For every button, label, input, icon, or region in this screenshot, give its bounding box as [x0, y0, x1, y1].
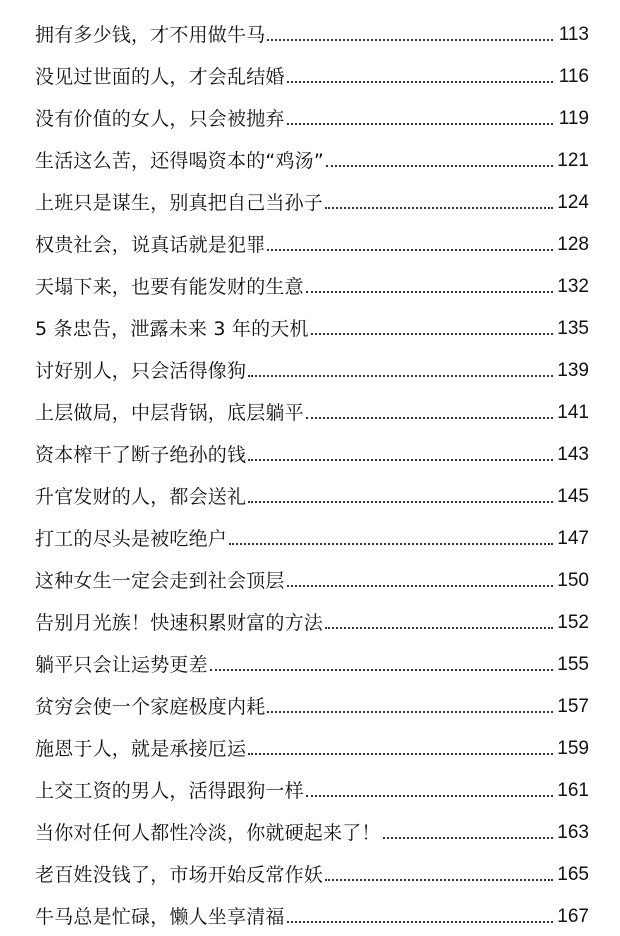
entry-title: 资本榨干了断子绝孙的钱 [35, 444, 247, 466]
entry-title: 5 条忠告，泄露未来 3 年的天机 [35, 318, 309, 340]
dot-leader [248, 375, 553, 377]
page-number: 157 [557, 696, 589, 717]
page-number: 116 [558, 66, 589, 87]
page-number: 119 [558, 108, 589, 129]
entry-title: 天塌下来，也要有能发财的生意 [35, 276, 304, 298]
entry-title: 拥有多少钱，才不用做牛马 [35, 24, 266, 46]
entry-title: 打工的尽头是被吃绝户 [35, 528, 228, 550]
toc-entry [35, 142, 589, 172]
entry-title: 施恩于人，就是承接厄运 [35, 738, 247, 760]
page-number: 128 [557, 234, 589, 255]
entry-title: 牛马总是忙碌，懒人坐享清福 [35, 906, 285, 928]
page-number: 145 [557, 486, 589, 507]
toc-entry [35, 814, 589, 844]
page-number: 113 [558, 24, 589, 45]
page-number: 165 [557, 864, 589, 885]
entry-title: 当你对任何人都性冷淡，你就硬起来了！ [35, 822, 381, 844]
dot-leader [306, 417, 553, 419]
page-number: 163 [557, 822, 589, 843]
page-number: 132 [557, 276, 589, 297]
entry-title: 老百姓没钱了，市场开始反常作妖 [35, 864, 324, 886]
toc-entry [35, 562, 589, 592]
dot-leader [287, 921, 553, 923]
entry-title: 告别月光族！快速积累财富的方法 [35, 612, 324, 634]
toc-entry [35, 16, 589, 46]
toc-entry [35, 184, 589, 214]
dot-leader [287, 585, 553, 587]
entry-title: 没有价值的女人，只会被抛弃 [35, 108, 285, 130]
dot-leader [248, 753, 553, 755]
page-number: 135 [557, 318, 589, 339]
dot-leader [267, 39, 553, 41]
toc-entry [35, 100, 589, 130]
toc-entry [35, 772, 589, 802]
dot-leader [210, 669, 553, 671]
entry-title: 上班只是谋生，别真把自己当孙子 [35, 192, 324, 214]
entry-title: 躺平只会让运势更差 [35, 654, 208, 676]
entry-title: 生活这么苦，还得喝资本的“鸡汤” [35, 150, 324, 172]
toc-entry [35, 856, 589, 886]
toc-entry [35, 226, 589, 256]
page-number: 167 [557, 906, 589, 927]
dot-leader [248, 501, 553, 503]
toc-entry [35, 520, 589, 550]
page-number: 139 [557, 360, 589, 381]
page-number: 161 [557, 780, 589, 801]
entry-title: 没见过世面的人，才会乱结婚 [35, 66, 285, 88]
dot-leader [326, 165, 553, 167]
dot-leader [267, 249, 553, 251]
entry-title: 贫穷会使一个家庭极度内耗 [35, 696, 266, 718]
dot-leader [383, 837, 553, 839]
page-number: 159 [557, 738, 589, 759]
toc-entry [35, 58, 589, 88]
dot-leader [306, 795, 553, 797]
dot-leader [229, 543, 553, 545]
dot-leader [306, 291, 553, 293]
entry-title: 上层做局，中层背锅，底层躺平 [35, 402, 304, 424]
toc-entry [35, 268, 589, 298]
page-number: 150 [557, 570, 589, 591]
page-number: 147 [557, 528, 589, 549]
page-number: 124 [557, 192, 589, 213]
dot-leader [248, 459, 553, 461]
toc-entry [35, 478, 589, 508]
toc-entry [35, 604, 589, 634]
dot-leader [325, 207, 553, 209]
toc-entry [35, 310, 589, 340]
toc-entry [35, 898, 589, 928]
dot-leader [311, 333, 553, 335]
entry-title: 上交工资的男人，活得跟狗一样 [35, 780, 304, 802]
dot-leader [325, 627, 553, 629]
page-number: 152 [557, 612, 589, 633]
dot-leader [287, 81, 553, 83]
toc-entry [35, 436, 589, 466]
entry-title: 升官发财的人，都会送礼 [35, 486, 247, 508]
toc-entry [35, 352, 589, 382]
toc-entry [35, 394, 589, 424]
entry-title: 这种女生一定会走到社会顶层 [35, 570, 285, 592]
page-number: 141 [557, 402, 589, 423]
page-number: 143 [557, 444, 589, 465]
toc-entry [35, 688, 589, 718]
toc-entry [35, 730, 589, 760]
entry-title: 讨好别人，只会活得像狗 [35, 360, 247, 382]
page-number: 121 [557, 150, 589, 171]
dot-leader [325, 879, 553, 881]
dot-leader [287, 123, 553, 125]
toc-entry [35, 646, 589, 676]
dot-leader [267, 711, 553, 713]
page-number: 155 [557, 654, 589, 675]
entry-title: 权贵社会，说真话就是犯罪 [35, 234, 266, 256]
